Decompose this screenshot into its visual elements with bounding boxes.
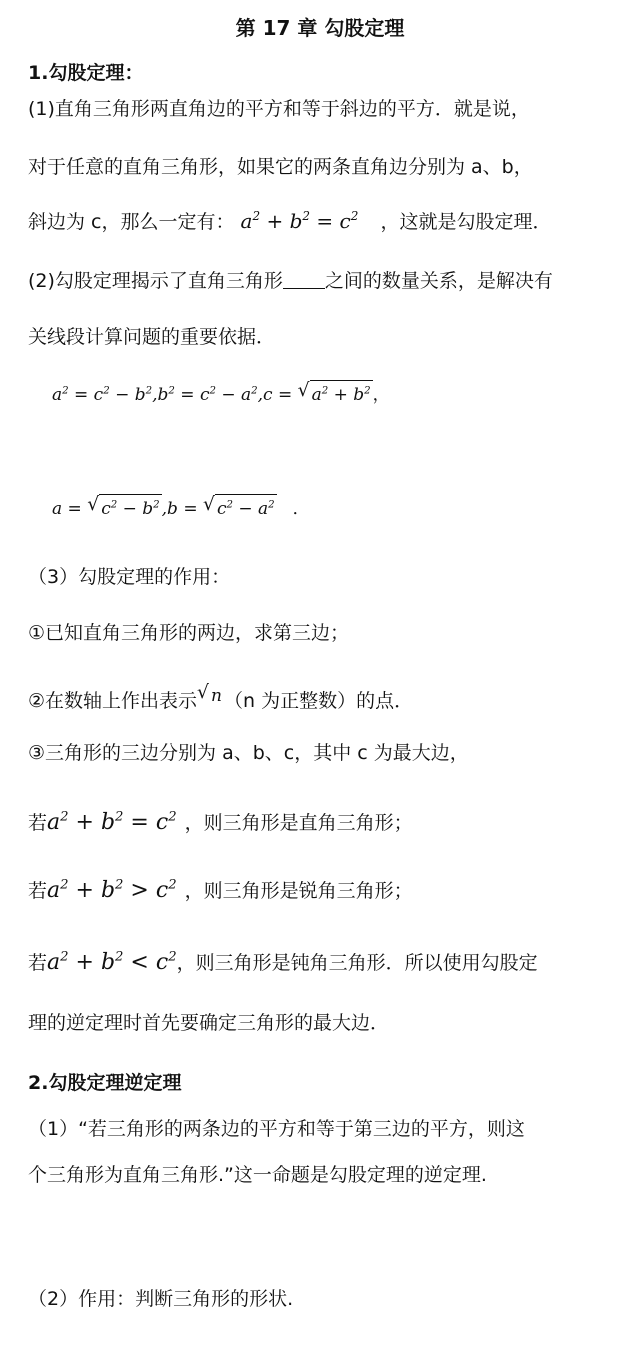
case-acute: 若$a^2 + b^2 > c^2$ ，则三角形是锐角三角形； xyxy=(28,877,413,903)
section-1-heading: 1.勾股定理： xyxy=(28,62,144,84)
sec2-para-2: （2）作用：判断三角形的形状. xyxy=(28,1288,294,1310)
case-right: 若$a^2 + b^2 = c^2$ ，则三角形是直角三角形； xyxy=(28,809,413,835)
para-1-line-1: (1)直角三角形两直角边的平方和等于斜边的平方．就是说， xyxy=(28,98,530,120)
case-right-formula: $a^2 + b^2 = c^2$ xyxy=(47,809,177,835)
sqrt-symbol: √ $c^2 - a^2$ xyxy=(203,494,277,522)
case-obtuse-line-2: 理的逆定理时首先要确定三角形的最大边． xyxy=(28,1012,390,1034)
case-obtuse-formula: $a^2 + b^2 < c^2$ xyxy=(47,949,177,975)
sqrt-n: √ n xyxy=(197,682,224,709)
use-1: ①已知直角三角形的两边，求第三边； xyxy=(28,622,350,644)
section-2-heading: 2.勾股定理逆定理 xyxy=(28,1072,182,1094)
para-2-line-1: (2)勾股定理揭示了直角三角形 之间的数量关系，是解决有 xyxy=(28,270,553,292)
formula-line-1: $a^2 = c^2 - b^2,b^2 = c^2 - a^2,c$ = √ $a^2 + b^2$ ， xyxy=(52,380,390,408)
case-acute-formula: $a^2 + b^2 > c^2$ xyxy=(47,877,177,903)
pythagorean-equation: $a^2 + b^2 = c^2$ xyxy=(240,209,359,233)
para-1-line-3 xyxy=(28,208,552,235)
use-2: ②在数轴上作出表示√ n （n 为正整数）的点． xyxy=(28,682,413,714)
page-title: 第 17 章 勾股定理 xyxy=(235,16,405,40)
fill-blank xyxy=(283,270,325,289)
use-3: ③三角形的三边分别为 a、b、c，其中 c 为最大边， xyxy=(28,742,469,764)
case-obtuse: 若$a^2 + b^2 < c^2$，则三角形是钝角三角形．所以使用勾股定 xyxy=(28,949,538,975)
para-1-line-3-pre: 斜边为 c，那么一定有： xyxy=(28,211,235,233)
para-1-line-3-post: ，这就是勾股定理． xyxy=(380,211,552,233)
sqrt-symbol: √ $a^2 + b^2$ xyxy=(298,380,373,408)
para-2-line-2: 关线段计算问题的重要依据． xyxy=(28,326,276,348)
para-1-line-2: 对于任意的直角三角形，如果它的两条直角边分别为 a、b， xyxy=(28,156,533,178)
para-3-heading: （3）勾股定理的作用： xyxy=(28,566,231,588)
sec2-para-1-line-1: （1）“若三角形的两条边的平方和等于第三边的平方，则这 xyxy=(28,1118,525,1140)
formula-line-2: a = √ $c^2 - b^2$ ,b = √ $c^2 - a^2$ ． xyxy=(52,494,310,522)
sqrt-symbol: √ $c^2 - b^2$ xyxy=(87,494,161,522)
sec2-para-1-line-2: 个三角形为直角三角形.”这一命题是勾股定理的逆定理. xyxy=(28,1164,487,1186)
